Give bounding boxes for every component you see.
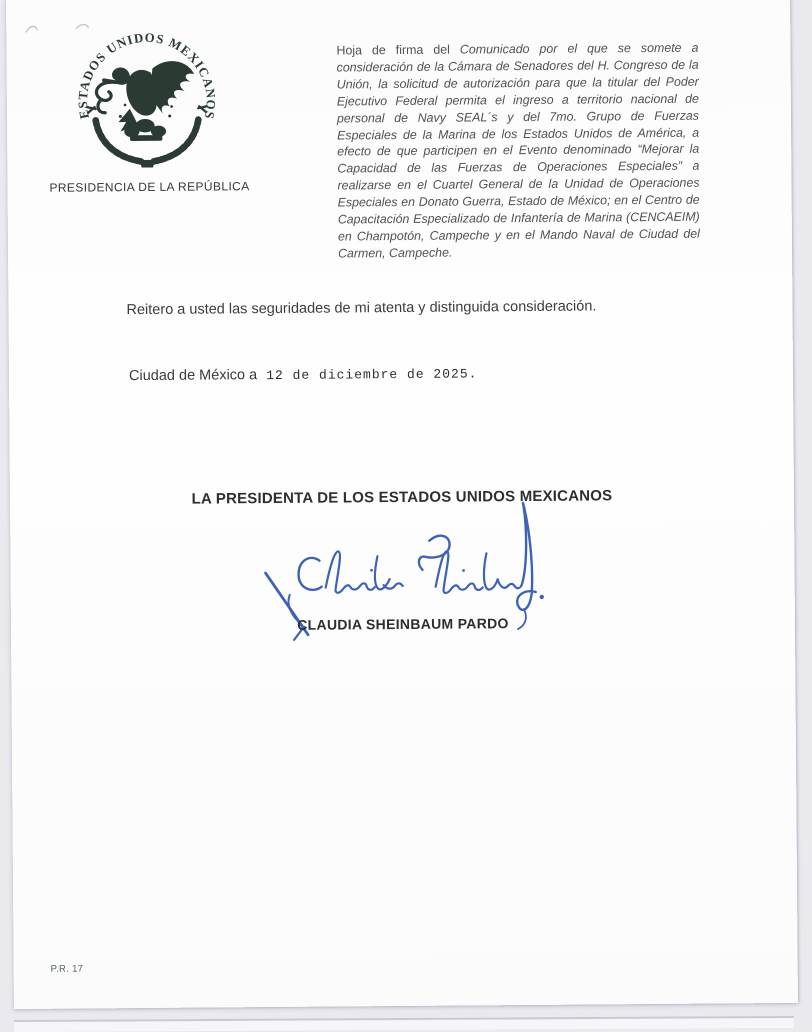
note-lead: Hoja de firma del [336,42,460,58]
seal-arc-text: ESTADOS UNIDOS MEXICANOS [75,30,218,121]
closing-line: Reitero a usted las seguridades de mi atenta y distinguida consideración. [126,298,597,319]
eagle-snake-emblem [102,61,195,141]
snake-in-beak [96,82,111,113]
wreath-ribbon [140,160,155,168]
institution-label: PRESIDENCIA DE LA REPÚBLICA [49,179,250,195]
footer-reference: P.R. 17 [50,963,84,975]
note-body-italic: Comunicado por el que se somete a consideración de la Cámara de Senadores del H. Congreso de la Unión, la solicitud de autorización para que la titular del Poder Ejecutivo Federal permita el ingreso a territorio nacional de personal de Navy SEAL´s y del 7mo. Grupo de Fuerzas Especiales de la Marina de los Estados Unidos de América, a efecto de que participen en el Evento denominado “Mejorar la Capacidad de las Fuerzas de Operaciones Especiales” a realizarse en el Cuartel General de la Unidad de Operaciones Especiales en Donato Guerra, Estado de México; en el Centro de Capacitación Especializado de Infantería de Marina (CENCAEIM) en Champotón, Campeche y en el Mando Naval de Ciudad del Carmen, Campeche. [336,40,700,261]
signatory-title: LA PRESIDENTA DE LOS ESTADOS UNIDOS MEXICANOS [191,487,613,508]
signature-page-note [336,40,700,263]
typed-date: 12 de diciembre de 2025. [266,366,478,384]
document-page-scan [6,0,798,1009]
date-line [129,365,478,384]
signatory-name: CLAUDIA SHEINBAUM PARDO [297,615,509,633]
mexican-coat-of-arms-seal [70,24,223,177]
place-label: Ciudad de México a [128,367,258,385]
